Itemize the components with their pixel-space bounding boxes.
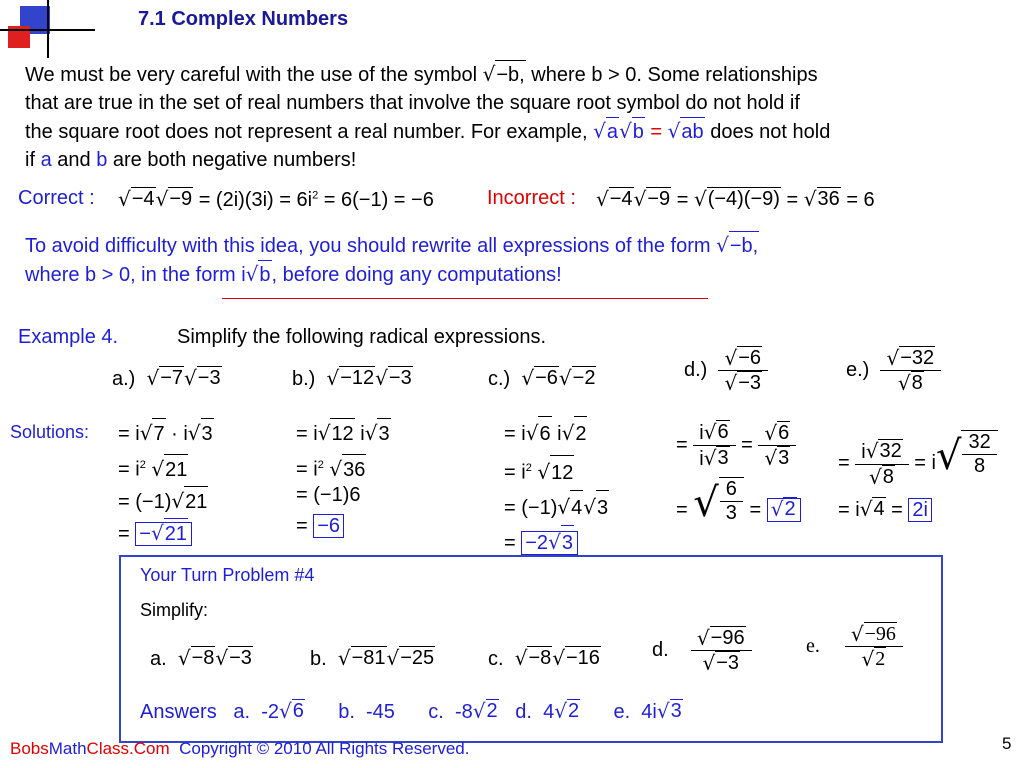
footer-bobs: Bobs [10, 739, 49, 758]
footer-class: Class.Com [86, 739, 170, 758]
your-turn-e: e. √ −96 √ 2 [806, 622, 903, 671]
correct-label: Correct : [18, 187, 95, 209]
advice-text: To avoid difficulty with this idea, you should rewrite all expressions of the form √ −b, where b > 0, in the form i √ b , before doing any computations! [25, 231, 759, 289]
your-turn-title: Your Turn Problem #4 [140, 565, 315, 585]
your-turn-instruction: Simplify: [140, 600, 209, 620]
page-title: 7.1 Complex Numbers [138, 8, 349, 30]
your-turn-d: d. √ −96 √ −3 [652, 626, 752, 675]
example-a: a.) √ −7 √ −3 [112, 366, 221, 390]
example-label: Example 4. [18, 326, 119, 348]
your-turn-c: c. √ −8 √ −16 [488, 646, 600, 670]
intro-paragraph: We must be very careful with the use of the symbol √ −b, where b > 0. Some relationships that are true in the set of real numbers that involve the square root symbol do not hold if the square root does not represent a real number. For example, √ a √ b = √ ab does not hold if a and b are both negative numbers! [25, 62, 831, 171]
example-b: b.) √ −12 √ −3 [292, 366, 412, 390]
your-turn-b: b. √ −81 √ −25 [310, 646, 435, 670]
incorrect-label: Incorrect : [487, 187, 576, 209]
solution-c: = i √ 6 i √ 2 = $i^2$ √ 12 = (−1) √ 4 √ 3 = −2 √ 3 [504, 416, 609, 560]
sqrt-neg-b: √ −b, [483, 60, 526, 89]
example-d: d.) √ −6 √ −3 [684, 346, 768, 395]
solution-a: = i √ 7 · i √ 3 = $i^2$ √ 21 = (−1) √ 21 = − √ 21 [118, 418, 214, 550]
example-instruction: Simplify the following radical expressions. [177, 326, 547, 348]
solutions-label: Solutions: [10, 422, 90, 442]
logo-icon [0, 0, 110, 60]
solution-e: = i √ 32 √ 8 = i √ $\frac{32}{8}$ = i √ 4 = 2i [838, 430, 998, 522]
footer-math: Math [48, 739, 87, 758]
footer-copyright: Copyright © 2010 All Rights Reserved. [179, 739, 470, 758]
divider [222, 298, 708, 299]
solution-b: = i √ 12 i √ 3 = $i^2$ √ 36 = (−1)6 = −6 [296, 418, 391, 542]
example-c: c.) √ −6 √ −2 [488, 366, 596, 390]
footer [10, 739, 469, 759]
answers-row: Answers a. -2 √ 6 b. -45 c. -8 √ 2 d. 4 √ 2 e. 4i √ 3 [140, 699, 682, 723]
example-e: e.) √ −32 √ 8 [846, 346, 941, 395]
correct-equation: √ −4 √ −9 = $(2i)(3i) = 6i^2 = 6(-1) = -6$ [118, 187, 434, 211]
page-number: 5 [1002, 734, 1012, 753]
your-turn-a: a. √ −8 √ −3 [150, 646, 252, 670]
solution-d: = i √ 6 i √ 3 = √ 6 √ 3 = √ $\frac{6}{3}$ = √ 2 [676, 420, 801, 529]
incorrect-equation: √ −4 √ −9 = √ (−4)(−9) = √ 36 = 6 [596, 187, 875, 211]
